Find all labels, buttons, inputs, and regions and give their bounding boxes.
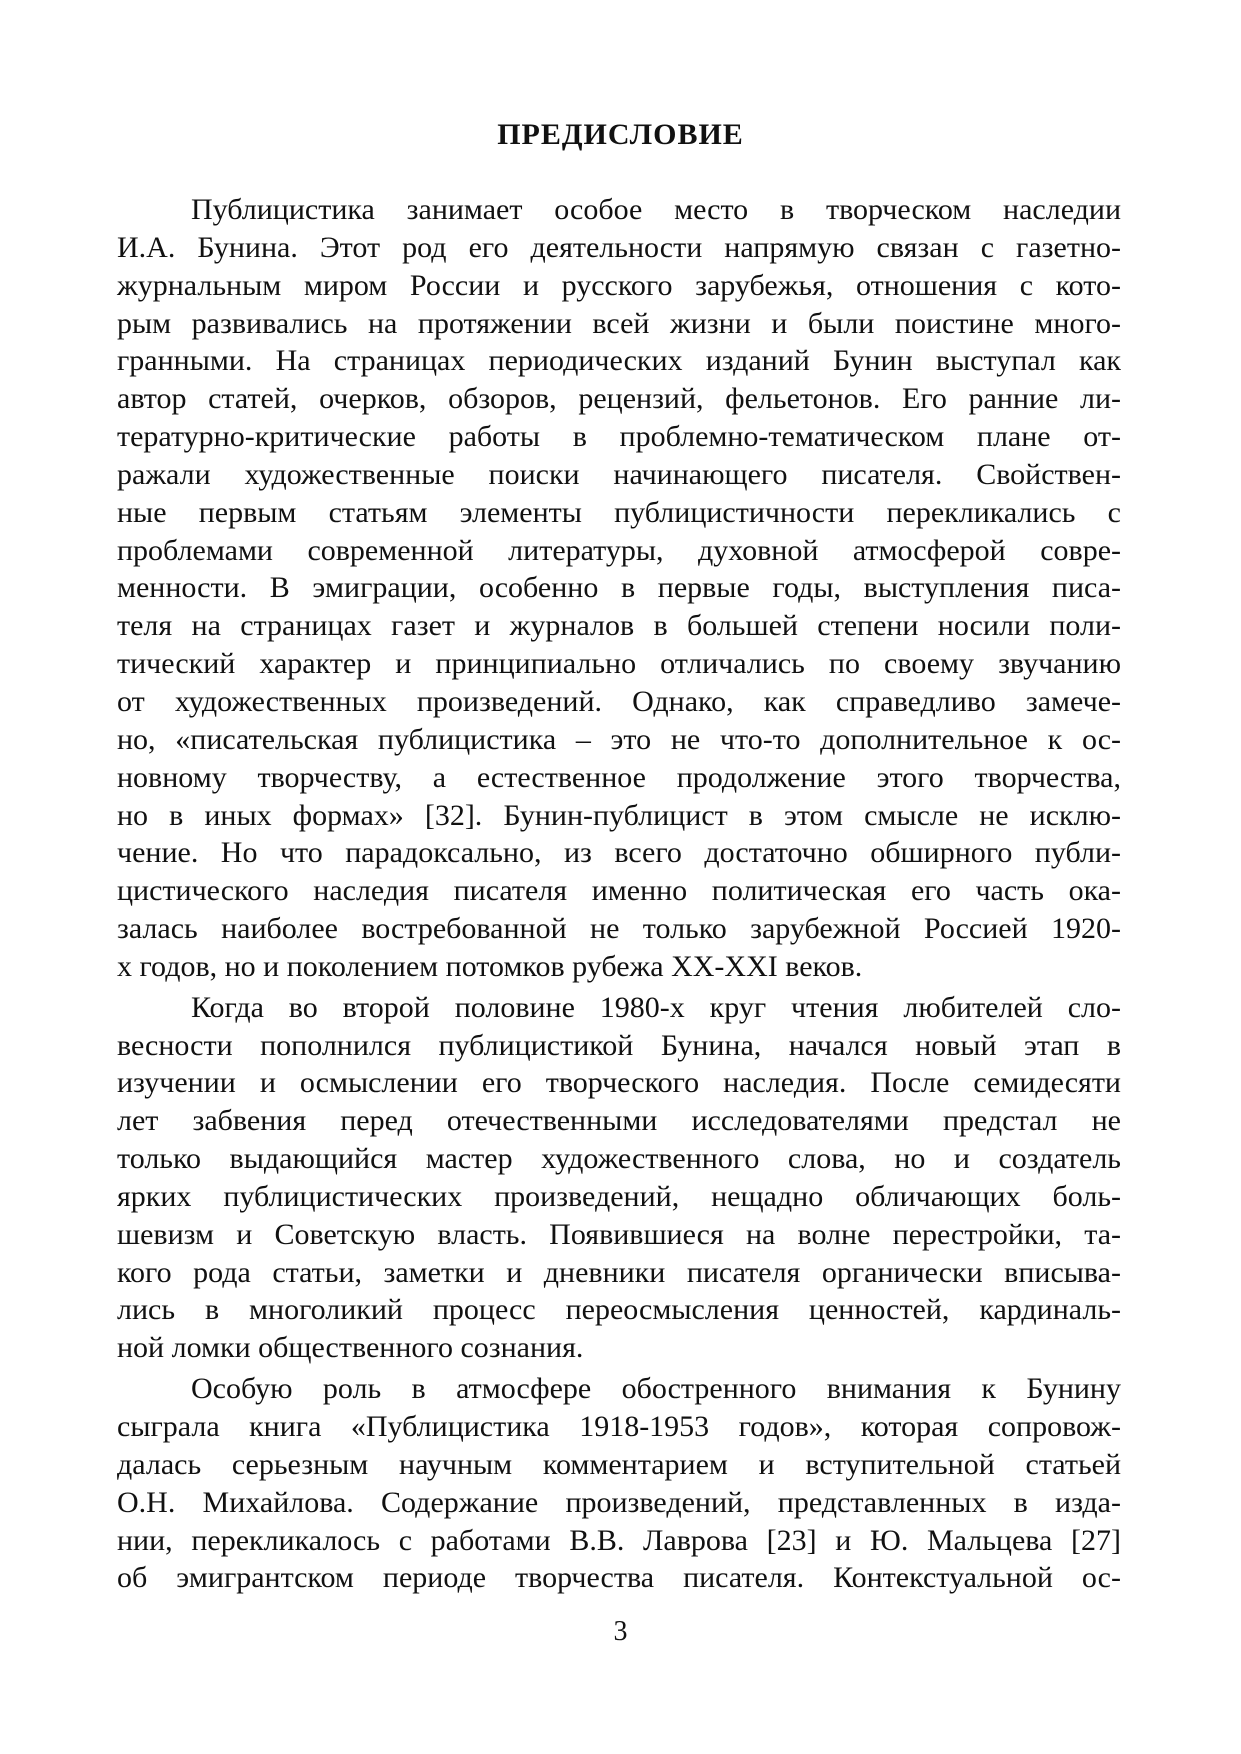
text-line: И.А. Бунина. Этот род его деятельности напрямую связан с газетно- — [117, 230, 1121, 264]
text-line: лись в многоликий процесс переосмысления ценностей, кардиналь- — [117, 1293, 1121, 1327]
body-text — [117, 191, 1121, 1597]
paragraph — [117, 989, 1121, 1367]
text-line: менности. В эмиграции, особенно в первые годы, выступления писа- — [117, 571, 1121, 605]
text-line: нии, перекликалось с работами В.В. Лаврова [23] и Ю. Мальцева [27] — [117, 1523, 1121, 1557]
text-line: от художественных произведений. Однако, как справедливо замече- — [117, 684, 1121, 718]
text-line: ражали художественные поиски начинающего писателя. Свойствен- — [117, 457, 1121, 491]
text-line: шевизм и Советскую власть. Появившиеся на волне перестройки, та- — [117, 1217, 1121, 1251]
text-line: сыграла книга «Публицистика 1918-1953 годов», которая сопровож- — [117, 1410, 1121, 1443]
text-line: гранными. На страницах периодических изданий Бунин выступал как — [117, 344, 1121, 378]
text-line: рым развивались на протяжении всей жизни и были поистине много- — [117, 306, 1121, 340]
text-line: только выдающийся мастер художественного слова, но и создатель — [117, 1142, 1121, 1176]
text-line: весности пополнился публицистикой Бунина, начался новый этап в — [117, 1028, 1121, 1062]
text-line: кого рода статьи, заметки и дневники писателя органически вписыва- — [117, 1255, 1121, 1289]
text-line: Когда во второй половине 1980-х круг чтения любителей сло- — [191, 990, 1121, 1024]
text-line: залась наиболее востребованной не только зарубежной Россией 1920- — [117, 912, 1121, 946]
text-line: далась серьезным научным комментарием и вступительной статьей — [117, 1447, 1121, 1481]
paragraph — [117, 191, 1121, 986]
text-line: теля на страницах газет и журналов в большей степени носили поли- — [117, 609, 1121, 643]
text-line: но, «писательская публицистика – это не что-то дополнительное к ос- — [117, 722, 1121, 756]
text-line: автор статей, очерков, обзоров, рецензий, фельетонов. Его ранние ли- — [117, 382, 1121, 416]
text-line: лет забвения перед отечественными исследователями предстал не — [117, 1104, 1121, 1138]
text-line: цистического наследия писателя именно политическая его часть ока- — [117, 874, 1121, 908]
text-line: х годов, но и поколением потомков рубежа XX-XXI веков. — [117, 949, 863, 983]
text-line: новному творчеству, а естественное продолжение этого творчества, — [117, 760, 1121, 794]
text-line: журнальным миром России и русского зарубежья, отношения с кото- — [117, 268, 1121, 302]
text-line: Публицистика занимает особое место в творческом наследии — [191, 193, 1121, 226]
page-number: 3 — [613, 1616, 628, 1647]
text-line: тературно-критические работы в проблемно-тематическом плане от- — [117, 420, 1121, 454]
text-line: О.Н. Михайлова. Содержание произведений, представленных в изда- — [117, 1485, 1121, 1519]
text-line: ной ломки общественного сознания. — [117, 1331, 584, 1365]
text-line: тический характер и принципиально отличались по своему звучанию — [117, 647, 1121, 681]
text-line: но в иных формах» [32]. Бунин-публицист в этом смысле не исклю- — [117, 798, 1121, 832]
text-line: ные первым статьям элементы публицистичности перекликались с — [117, 495, 1121, 529]
text-line: Особую роль в атмосфере обостренного внимания к Бунину — [191, 1372, 1121, 1406]
text-line: изучении и осмыслении его творческого наследия. После семидесяти — [117, 1066, 1121, 1100]
text-line: чение. Но что парадоксально, из всего достаточно обширного публи- — [117, 836, 1121, 870]
text-line: ярких публицистических произведений, нещадно обличающих боль- — [117, 1179, 1121, 1213]
page-title: ПРЕДИСЛОВИЕ — [497, 118, 744, 151]
paragraph — [117, 1370, 1121, 1597]
text-line: об эмигрантском периоде творчества писателя. Контекстуальной ос- — [117, 1561, 1121, 1595]
text-line: проблемами современной литературы, духовной атмосферой совре- — [117, 533, 1121, 567]
